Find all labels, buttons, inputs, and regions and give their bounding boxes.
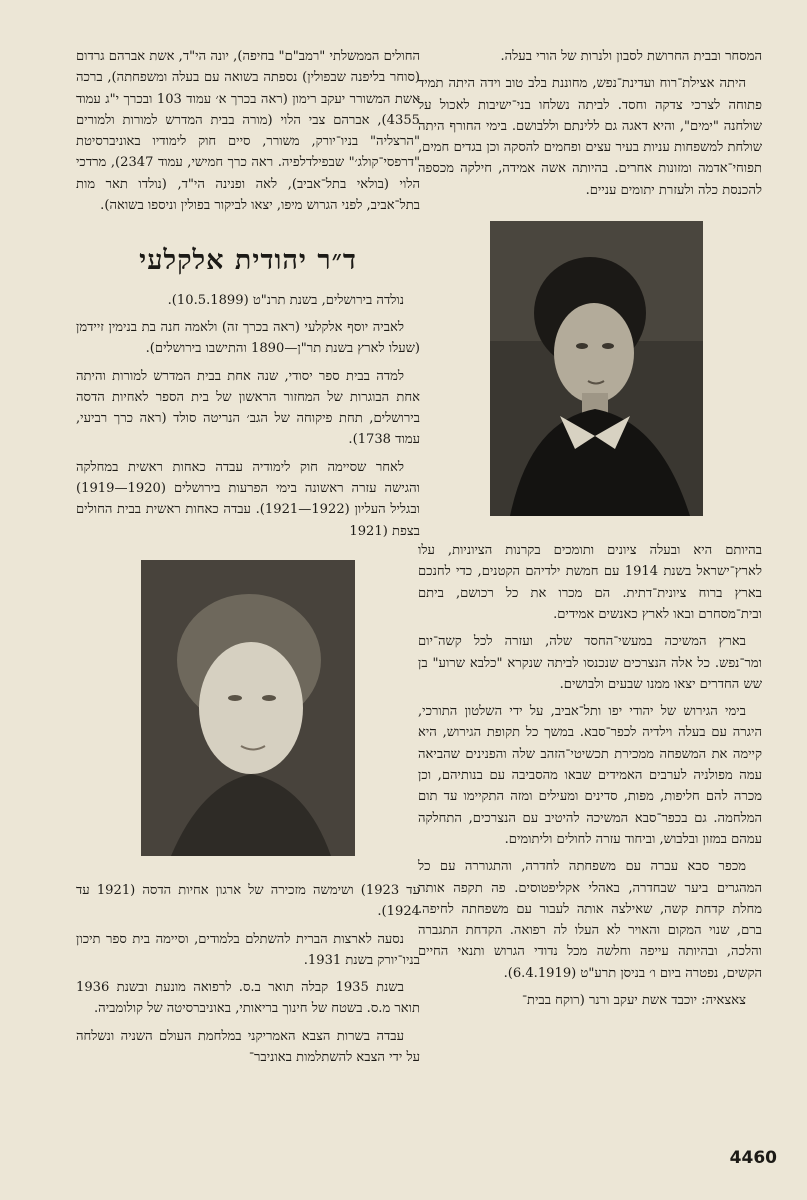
paragraph: נולדה בירושלים, בשנת תרנ"ט (10.5.1899). xyxy=(167,292,404,308)
paragraph: היתה אצילת־רוח ועדינת־נפש, מחוננת בלב טוב וידה היתה תמיד פתוחה לצרכי צדקה וחסד. לביתה נשלחו בני־ישיבות לאכול על שולחנה "ימים", והיא דאגה גם ללינתם וללבושם. בימי החורף היתה שולחת למשפחות עניות בעיר עצים ופחמים להסקה וכן בגדים חמים, תפוחי־אדמה ומזונות אחרים. בהיותה אשה אמידה, חילקה מכספה להכנסת כלה ולעזרת יתומים עניים. xyxy=(418,76,762,198)
paragraph: בשנת 1935 קבלה תואר ב.ס. לרפואה מונעת ובשנת 1936 תואר מ.ס. בשטח של חינוך בריאותי, באוניברסיטה של קולומביה. xyxy=(76,980,420,1017)
paragraph: נסעה לארצות הברית להשתלם בלמודים, וסיימה בית ספר תיכון בניו־יורק בשנת 1931. xyxy=(76,931,420,968)
portrait-photo-judith-alkalai xyxy=(141,560,355,856)
page-number: 4460 xyxy=(729,1148,777,1168)
paragraph: צאצאיה: יוכבד אשת יעקב ורנר (רוקח בבית־ xyxy=(521,993,746,1009)
paragraph: למדה בבית ספר יסודי, שנה אחת בבית המדרש למורות והיתה אחת הבוגרות של המחזור הראשון של בית הספר לאחיות הדסה בירושלים, תחת פיקוחה של הגב׳ הנריטה סולד (ראה כרך רביעי, עמוד 1738). xyxy=(76,368,420,448)
portrait-photo-woman xyxy=(490,221,703,516)
paragraph: בהיותם היא ובעלה ציונים ותומכים בקרנות הציוניות, עלו לארץ־ישראל בשנת 1914 עם חמשת ילדיהם הקטנים, כדי לחנכם בארץ ברוח ציונית־דתית. הם מכרו את כל רכושם, ביתם ובית־מסחרם ובאו לארץ כאנשים אמידים. xyxy=(418,543,762,622)
paragraph: בארץ המשיכה במעשי־החסד שלה, ועזרה לכל קשה־יום ומר־נפש. כל אלה הנצרכים שנכנסו לביתה שנקרא "כלבא שרוע" בן שש החדרים יצאו ממנו שבעים ולבושים. xyxy=(418,634,762,692)
right-column xyxy=(418,46,762,1017)
paragraph: עד 1923) ושימשה מזכירה של ארגון אחיות הדסה (1921 עד 1924). xyxy=(76,882,421,920)
paragraph: מכפר סבא עברה עם משפחתה לחדרה, והתגוררה עם כל המהגרים ביער שבחדרה, באהלי אקליפטוסים. פה תקפה אותה מחלת קדחת קשה, שאילצה אותה לעבור עם משפחתה לחיפה. ברם, שנוי המקום והאויר לא העלו לה רפואה. הקדחת התגברה והלכה, ובהיותה עייפה וחלשה מכל נדודי הגרוש ותנאי החיים הקשים, נפטרה ביום ו׳ בניסן תרע"ט (6.4.1919). xyxy=(418,859,762,981)
paragraph: לאחר שסיימה חוק לימודיה עבדה כאחות ראשית במחלקה והגישה עזרה ראשונה בימי הפרעות בירושלים (1920—1919) ובגליל העליון (1922—1921). עבדה כאחות ראשית בבית החולים בצפת (1921 xyxy=(76,459,420,539)
left-column xyxy=(76,46,420,1074)
section-heading: ד״ר יהודית אלקלעי xyxy=(139,245,357,277)
paragraph: לאביה יוסף אלקלעי (ראה בכרך זה) ולאמה חנה בת בנימין זיידמן (שעלו לארץ בשנת תר"ן—1890 והתישבו בירושלים). xyxy=(76,319,420,357)
paragraph: בימי הגירוש של יהודי יפו ותל־אביב, על ידי השלטון התורכי, היגרה עם בעלה וילדיה לכפר־סבא. במשך כל תקופת הגירוש, היא קיימה את המשפחה ממכירת תכשיטי־הזהב שלה והפנינים שהביאה עמה מפולניה לערבים האמידים שבאו מהסביבה עם בנותיהם, וכן מכרה להם חליפות, מפות, סדינים ומעילים ומזה התקיימו עד תום המלחמה. גם בכפר־סבא המשיכה להיטיב עם הנצרכים, התחלקה עמהם במזון ובלבוש, וביחוד עזרה לחולים וליתומים. xyxy=(418,704,762,847)
paragraph: המסחר ובבית החרושת לסבון ולנרות של הורי בעלה. xyxy=(500,49,762,64)
paragraph: החולים הממשלתי "רמב"ם" בחיפה), יונה הי"ד, אשת אברהם גרדום (סוחר בליפנה שבפולין) נספתה בשואה עם בעלה ומשפחתה), ברכה אשת המשורר יעקב רימון (ראה בכרך א׳ עמוד 103 ובכרך י"ג עמוד 4355), אברהם צבי הלוי (מורה בבית המדרש למורות ולמורים "הרצליה" בניו־יורק, משורר, סיים חוק לימודיו באוניברסיטת "דרפסי־קולג׳" שבפילדלפיה. ראה כרך חמישי, עמוד 2347), מרדכי הלוי (בולאי בתל־אביב), לאה ופנינה הי"ד, (נולדו תאר מות בתל־אביב, לפני הגרוש מיפו, יצאו לביקור בפולין וניספו בשואה). xyxy=(76,49,420,214)
paragraph: עבדה בשרות הצבא האמריקני במלחמת העולם השניה ונשלחה על ידי הצבא להשתלמות באוניבר־ xyxy=(76,1028,420,1066)
